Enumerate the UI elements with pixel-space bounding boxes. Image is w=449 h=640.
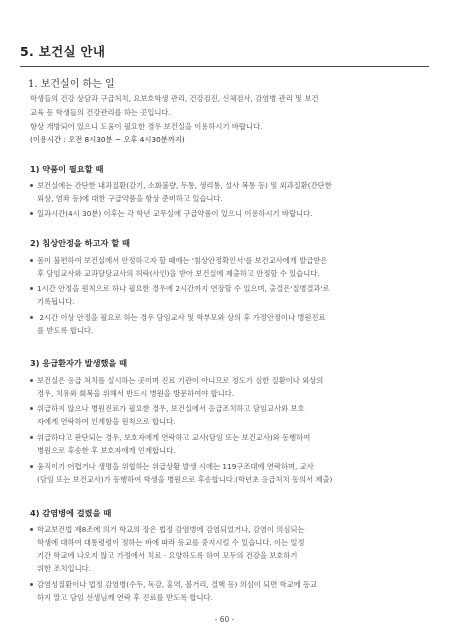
section-heading: 1. 보건실이 하는 일 [28,79,115,90]
bullet-icon [30,407,33,410]
paragraph-line: 항상 개방되어 있으니 도움이 필요한 경우 보건실을 이용하시기 바랍니다. [30,122,263,131]
bullet-icon [30,259,33,262]
bullet-continuation: 위한 조치입니다. [37,564,91,573]
bullet-item: 2시간 이상 안정을 필요로 하는 경우 담임교사 및 학부모와 상의 후 가정안정이나 병원진료 [30,312,326,323]
bullet-item: 위급하지 않으나 병원진료가 필요한 경우, 보건실에서 응급조치하고 담임교사와 보호 [30,403,305,414]
bullet-item: 보건실에는 간단한 내과질환(감기, 소화불량, 두통, 생리통, 설사 복통 등) 및 외과질환(간단한 [30,180,332,191]
paragraph-line: 교육 등 학생들의 건강관리를 하는 곳입니다. [30,108,171,117]
bullet-item: 보건실은 응급 처치를 실시하는 곳이며 진료 기관이 아니므로 정도가 심한 질환이나 외상의 [30,375,323,386]
bullet-item: 감염성질환이나 법정 감염병(수두, 독감, 홍역, 볼거리, 결핵 등) 의심이 되면 학교에 등교 [30,579,317,590]
bullet-icon [30,436,33,439]
bullet-continuation: 병원으로 후송한 후 보호자에게 인계합니다. [37,446,176,455]
bullet-icon [30,316,33,319]
bullet-icon [30,212,33,215]
bullet-continuation: (담임 또는 보건교사)가 동행하여 학생을 병원으로 후송합니다.(학년초 응급처치 동의서 제출) [37,475,333,484]
bullet-item: 학교보건법 제8조에 의거 학교의 장은 법정 감염병에 감염되었거나, 감염이 의심되는 [30,524,305,535]
subsection-heading: 3) 응급환자가 발생했을 때 [30,358,128,368]
bullet-icon [30,465,33,468]
title-divider [20,66,429,67]
usage-hours: (이용시간 : 오전 8시30분 ~ 오후 4시30분까지) [30,135,185,144]
bullet-icon [30,379,33,382]
bullet-continuation: 후 담임교사와 교과담당교사의 허락(사인)을 받아 보건실에 제출하고 안정할 수 있습니다. [37,269,320,278]
bullet-item: 움직이기 어렵거나 생명을 위협하는 위급상황 발생 시에는 119구조대에 연락하며, 교사 [30,461,314,472]
bullet-continuation: 하지 말고 담임 선생님께 연락 후 진료를 받도록 합니다. [37,593,213,602]
bullet-icon [30,528,33,531]
subsection-heading: 4) 감염병에 걸렸을 때 [30,508,112,518]
bullet-item: 1시간 안정을 원칙으로 하나 필요한 경우에 2시간까지 연장할 수 있으며, 출결은'질병결과'로 [30,283,330,294]
bullet-icon [30,287,33,290]
bullet-continuation: 외상, 염좌 등)에 대한 구급약품을 항상 준비하고 있습니다. [37,194,223,203]
bullet-continuation: 자에게 연락하여 인계함을 원칙으로 합니다. [37,417,176,426]
bullet-item: 몸이 불편하여 보건실에서 안정하고자 할 때에는 '침상안정확인서'를 보건교사에게 발급받은 [30,255,327,266]
bullet-icon [30,583,33,586]
bullet-icon [30,184,33,187]
bullet-continuation: 기간 학교에 나오지 않고 가정에서 치료 · 요양하도록 하여 모두의 건강을 보호하기 [37,551,298,560]
subsection-heading: 1) 약품이 필요할 때 [30,164,104,174]
bullet-continuation: 를 받도록 합니다. [37,326,94,335]
bullet-continuation: 경우, 치유와 회복을 위해서 반드시 병원을 방문하여야 합니다. [37,389,235,398]
subsection-heading: 2) 침상안정을 하고자 할 때 [30,238,130,248]
page-number: - 60 - [214,615,235,624]
bullet-item: 일과시간(4시 30분) 이후는 각 학년 교무실에 구급약품이 있으니 이용하시기 바랍니다. [30,208,312,219]
paragraph-line: 학생들의 건강 상담과 구급처치, 요보호학생 관리, 건강검진, 신체검사, 감염병 관리 및 보건 [30,94,319,103]
bullet-continuation: 기록됩니다. [37,297,75,306]
bullet-continuation: 학생에 대하여 대통령령이 정하는 바에 따라 등교를 중지시킬 수 있습니다. 이는 일정 [37,538,305,547]
bullet-item: 위급하다고 판단되는 경우, 보호자에게 연락하고 교사(담임 또는 보건교사)와 동행하여 [30,432,310,443]
page-title: 5. 보건실 안내 [20,44,106,59]
